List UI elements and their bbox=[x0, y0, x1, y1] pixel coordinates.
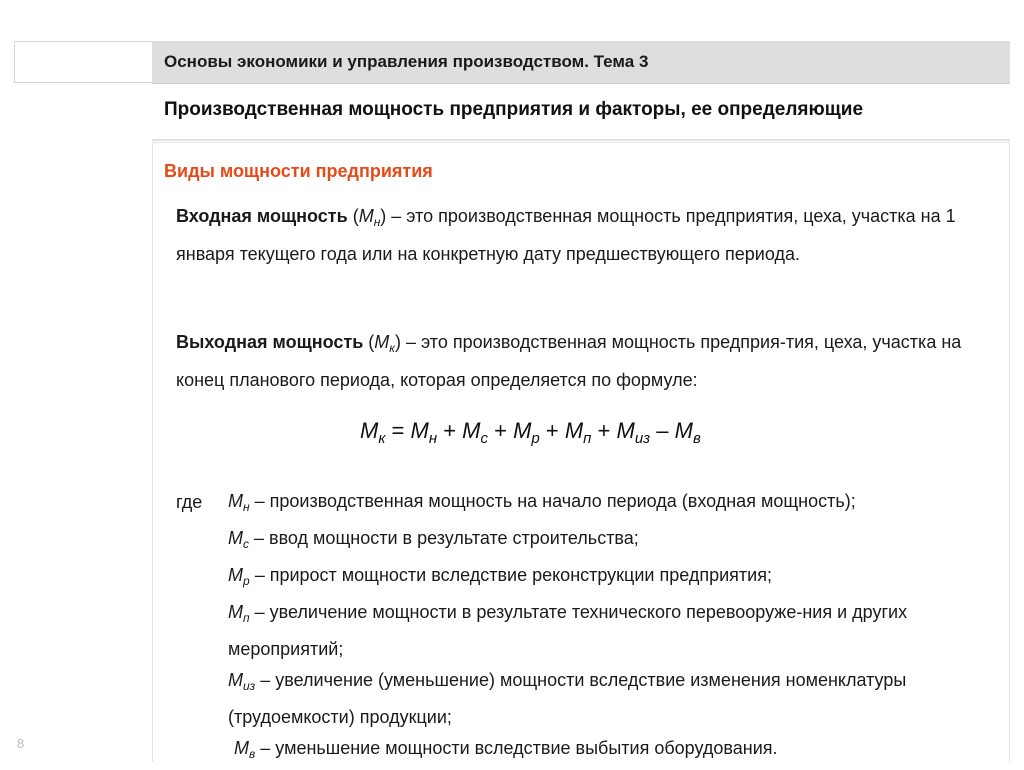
input-capacity-text: – это производственная мощность предприятия, цеха, участка на 1 января текущего года или на конкретную дату предшествующего периода. bbox=[176, 206, 956, 264]
definition-text: – уменьшение мощности вследствие выбытия оборудования. bbox=[255, 738, 778, 758]
formula-operator: + bbox=[437, 418, 463, 443]
output-capacity-text: – это производственная мощность предприя-тия, цеха, участка на конец планового периода, которая определяется по формуле: bbox=[176, 332, 962, 390]
formula-term: $М_к$ bbox=[360, 418, 386, 447]
definition-symbol: $М_п$ bbox=[228, 602, 250, 625]
title-divider bbox=[152, 139, 1010, 141]
definitions-list bbox=[228, 486, 968, 770]
definition-text: – производственная мощность на начало периода (входная мощность); bbox=[249, 491, 856, 511]
slide-title: Производственная мощность предприятия и факторы, ее определяющие bbox=[164, 99, 864, 120]
definition-text: – ввод мощности в результате строительства; bbox=[249, 528, 639, 548]
definition-item bbox=[228, 486, 968, 523]
definition-item bbox=[228, 523, 968, 560]
formula-term: $М_с$ bbox=[462, 418, 488, 447]
formula-operator: – bbox=[650, 418, 675, 443]
capacity-formula bbox=[360, 418, 701, 447]
definition-symbol: $М_н$ bbox=[228, 491, 250, 514]
where-label: где bbox=[176, 492, 203, 512]
definition-item bbox=[228, 733, 968, 770]
paren-close: ) bbox=[380, 206, 387, 226]
formula-operator: + bbox=[488, 418, 514, 443]
page-number: 8 bbox=[17, 736, 25, 751]
formula-term: $М_п$ bbox=[564, 418, 592, 447]
output-capacity-paragraph bbox=[176, 326, 976, 396]
formula-operator: = bbox=[385, 418, 411, 443]
definition-item bbox=[228, 665, 968, 733]
definition-symbol: $М_с$ bbox=[228, 528, 249, 551]
paren-open: ( bbox=[363, 332, 375, 352]
formula-term: $М_{из}$ bbox=[616, 418, 651, 447]
section-title: Виды мощности предприятия bbox=[164, 161, 433, 181]
header-left-cell bbox=[14, 41, 152, 83]
paren-close: ) bbox=[394, 332, 401, 352]
definition-symbol: $М_в$ bbox=[234, 738, 256, 761]
definition-item bbox=[228, 560, 968, 597]
definition-symbol: $М_р$ bbox=[228, 565, 250, 588]
header-divider bbox=[152, 83, 1010, 84]
course-title: Основы экономики и управления производством. Тема 3 bbox=[164, 52, 649, 71]
input-capacity-term: Входная мощность bbox=[176, 206, 348, 226]
definition-text: – увеличение (уменьшение) мощности вследствие изменения номенклатуры (трудоемкости) продукции; bbox=[228, 670, 907, 727]
definition-item bbox=[228, 597, 968, 665]
definition-symbol: $М_{из}$ bbox=[228, 670, 256, 693]
definition-text: – прирост мощности вследствие реконструкции предприятия; bbox=[249, 565, 772, 585]
output-capacity-term: Выходная мощность bbox=[176, 332, 364, 352]
formula-operator: + bbox=[539, 418, 565, 443]
input-capacity-paragraph bbox=[176, 200, 976, 270]
output-capacity-symbol: $М_к$ bbox=[374, 332, 395, 355]
definition-text: – увеличение мощности в результате технического перевооруже-ния и других мероприятий; bbox=[228, 602, 908, 659]
formula-term: $М_н$ bbox=[410, 418, 438, 447]
formula-term: $М_в$ bbox=[674, 418, 701, 447]
formula-operator: + bbox=[591, 418, 617, 443]
paren-open: ( bbox=[347, 206, 359, 226]
formula-term: $М_р$ bbox=[513, 418, 540, 447]
input-capacity-symbol: $М_н$ bbox=[358, 206, 381, 229]
